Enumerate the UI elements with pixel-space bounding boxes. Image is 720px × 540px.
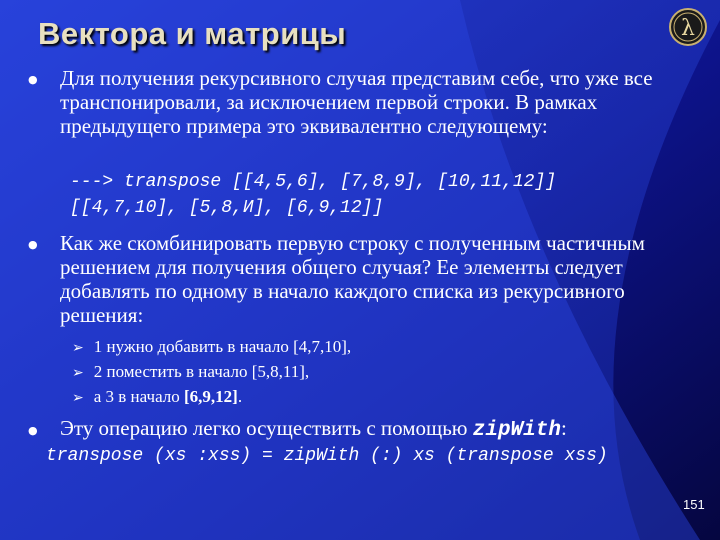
bullet-icon: ● [28,73,38,86]
bullet-text-3 [60,416,700,443]
sub-item-2 [72,362,309,382]
sub-item-3-suffix: . [237,387,243,406]
sub-item-1 [72,337,351,357]
sub-item-1-text: 1 нужно добавить в начало [4,7,10], [93,337,352,356]
sub-item-3-bold: [6,9,12] [184,387,238,406]
arrow-bullet-icon: ➢ [72,340,84,356]
arrow-bullet-icon: ➢ [72,365,84,381]
sub-item-3 [72,387,242,407]
page-number: 151 [683,497,705,512]
bullet-text-3-suffix: : [560,416,567,440]
bullet-text-3-prefix: Эту операцию легко осуществить с помощью [60,416,473,440]
code-line-3: transpose (xs :xss) = zipWith (:) xs (transpose xss) [46,446,608,466]
arrow-bullet-icon: ➢ [72,390,84,406]
lambda-logo-icon [667,6,709,48]
sub-item-2-text: 2 поместить в начало [5,8,11], [93,362,310,381]
code-line-1: ---> transpose [[4,5,6], [7,8,9], [10,11,12]] [70,172,557,192]
bullet-text-2: Как же скомбинировать первую строку с полученным частичным решением для получения общего случая? Ее элементы следует добавлять по одному в начало каждого списка из рекурсивного решения: [60,231,645,327]
bullet-icon: ● [28,424,38,437]
bullet-text-1: Для получения рекурсивного случая представим себе, что уже все транспонировали, за исключением первой строки. В рамках предыдущего примера это эквивалентно следующему: [60,66,653,138]
zipwith-code: zipWith [472,419,561,442]
slide-title: Вектора и матрицы [38,16,347,51]
logo-glyph: λ [681,16,695,41]
bullet-icon: ● [28,238,38,251]
sub-item-3-text: а 3 в начало [93,387,184,406]
code-line-2: [[4,7,10], [5,8,И], [6,9,12]] [70,198,384,218]
